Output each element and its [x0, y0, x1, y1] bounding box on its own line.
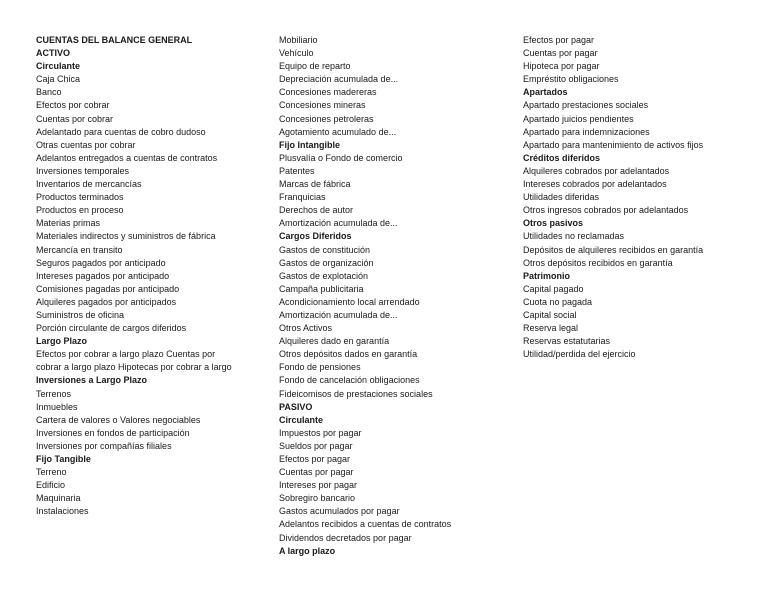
account-item: Concesiones madereras	[279, 87, 377, 98]
account-item: Suministros de oficina	[36, 309, 125, 320]
account-item: Capital social	[523, 309, 577, 320]
account-item: Seguros pagados por anticipado	[36, 257, 166, 268]
account-item: Intereses pagados por anticipado	[36, 270, 170, 281]
section-heading: PASIVO	[279, 401, 313, 412]
section-heading: Largo Plazo	[36, 336, 88, 347]
account-item: Apartado para mantenimiento de activos fijos	[523, 139, 704, 150]
account-item: Fideicomisos de prestaciones sociales	[279, 388, 433, 399]
account-item: Otras cuentas por cobrar	[36, 139, 136, 150]
account-item: Plusvalía o Fondo de comercio	[279, 152, 403, 163]
account-item: Efectos por cobrar	[36, 100, 110, 111]
account-item: Cartera de valores o Valores negociables	[36, 414, 201, 425]
account-item: Depreciación acumulada de...	[279, 74, 399, 85]
account-item: Otros depósitos recibidos en garantía	[523, 257, 673, 268]
section-heading: A largo plazo	[279, 545, 336, 556]
account-item: Instalaciones	[36, 506, 89, 517]
account-item: Terrenos	[36, 388, 72, 399]
account-item: Efectos por pagar	[523, 35, 595, 45]
account-item: Amortización acumulada de...	[279, 218, 398, 229]
account-item: Otros depósitos dados en garantía	[279, 349, 418, 360]
section-heading: Inversiones a Largo Plazo	[36, 375, 148, 386]
account-item: Adelantos recibidos a cuentas de contratos	[279, 519, 452, 530]
account-item: Gastos de organización	[279, 257, 374, 268]
account-item: Comisiones pagadas por anticipado	[36, 283, 180, 294]
account-item: Empréstito obligaciones	[523, 74, 619, 85]
account-item: Alquileres cobrados por adelantados	[523, 165, 670, 176]
account-item: Marcas de fábrica	[279, 179, 351, 190]
account-item: Porción circulante de cargos diferidos	[36, 323, 187, 334]
section-heading: Circulante	[36, 61, 81, 72]
account-item: Utilidades diferidas	[523, 192, 600, 203]
account-item: Cuentas por cobrar	[36, 113, 114, 124]
account-item: Intereses por pagar	[279, 480, 358, 491]
account-item: Intereses cobrados por adelantados	[523, 179, 667, 190]
account-item: Inmuebles	[36, 401, 78, 412]
account-item: Equipo de reparto	[279, 61, 351, 72]
section-heading: ACTIVO	[36, 48, 71, 59]
account-item: Reserva legal	[523, 323, 579, 334]
account-item: Cuota no pagada	[523, 296, 593, 307]
section-heading: Cargos Diferidos	[279, 231, 352, 242]
account-item: Mercancía en transito	[36, 244, 123, 255]
account-item: Otros ingresos cobrados por adelantados	[523, 205, 689, 216]
account-item: Inventarios de mercancías	[36, 179, 142, 190]
account-item: Caja Chica	[36, 74, 81, 85]
account-item: Agotamiento acumulado de...	[279, 126, 397, 137]
account-item: Utilidad/perdida del ejercicio	[523, 349, 636, 360]
account-item: Franquicias	[279, 192, 326, 203]
account-item: Apartado para indemnizaciones	[523, 126, 650, 137]
account-item: Sueldos por pagar	[279, 440, 353, 451]
account-item: Gastos acumulados por pagar	[279, 506, 400, 517]
column-middle	[279, 34, 489, 558]
account-item: Maquinaria	[36, 493, 81, 504]
column-left	[36, 34, 238, 518]
account-item: Hipoteca por pagar	[523, 61, 600, 72]
account-item: Mobiliario	[279, 35, 318, 45]
account-item: Depósitos de alquileres recibidos en garantía	[523, 244, 704, 255]
account-item: Gastos de constitución	[279, 244, 371, 255]
section-heading: Apartados	[523, 87, 568, 98]
account-item: Efectos por cobrar a largo plazo Cuentas por cobrar a largo plazo Hipotecas por cobrar a largo	[36, 349, 232, 373]
account-item: Terreno	[36, 467, 67, 478]
account-item: Apartado juicios pendientes	[523, 113, 634, 124]
section-heading: Otros pasivos	[523, 218, 584, 229]
account-item: Inversiones en fondos de participación	[36, 427, 190, 438]
account-item: Alquileres pagados por anticipados	[36, 296, 177, 307]
account-item: Capital pagado	[523, 283, 584, 294]
account-item: Adelantos entregados a cuentas de contratos	[36, 152, 218, 163]
section-heading: Patrimonio	[523, 270, 571, 281]
column-right	[523, 34, 755, 361]
account-item: Efectos por pagar	[279, 454, 351, 464]
account-item: Materiales indirectos y suministros de fábrica	[36, 231, 216, 242]
account-item: Otros Activos	[279, 323, 333, 334]
account-item: Reservas estatutarias	[523, 336, 611, 347]
account-item: Inversiones temporales	[36, 165, 130, 176]
account-item: Utilidades no reclamadas	[523, 231, 625, 242]
account-item: Apartado prestaciones sociales	[523, 100, 649, 111]
account-item: Patentes	[279, 165, 315, 176]
section-heading: Fijo Intangible	[279, 139, 340, 150]
account-item: Productos terminados	[36, 192, 124, 203]
section-heading: Créditos diferidos	[523, 152, 601, 163]
account-item: Impuestos por pagar	[279, 427, 362, 438]
account-item: Adelantado para cuentas de cobro dudoso	[36, 126, 206, 137]
account-item: Concesiones petroleras	[279, 113, 374, 124]
account-item: Inversiones por compañías filiales	[36, 440, 172, 451]
account-item: Productos en proceso	[36, 205, 124, 216]
account-item: Banco	[36, 87, 62, 98]
account-item: Campaña publicitaria	[279, 283, 364, 294]
section-heading: Fijo Tangible	[36, 454, 91, 464]
account-item: Gastos de explotación	[279, 270, 369, 281]
account-item: Concesiones mineras	[279, 100, 366, 111]
account-item: Fondo de pensiones	[279, 362, 361, 373]
account-item: Fondo de cancelación obligaciones	[279, 375, 420, 386]
account-item: Alquileres dado en garantía	[279, 336, 390, 347]
account-item: Cuentas por pagar	[523, 48, 598, 59]
account-item: Vehículo	[279, 48, 314, 59]
account-item: Materias primas	[36, 218, 101, 229]
account-item: Edificio	[36, 480, 66, 491]
section-heading: Circulante	[279, 414, 324, 425]
account-item: Sobregiro bancario	[279, 493, 356, 504]
account-item: Derechos de autor	[279, 205, 354, 216]
account-item: Amortización acumulada de...	[279, 309, 398, 320]
account-item: Acondicionamiento local arrendado	[279, 296, 420, 307]
account-item: Dividendos decretados por pagar	[279, 532, 412, 543]
account-item: Cuentas por pagar	[279, 467, 354, 478]
section-heading: CUENTAS DEL BALANCE GENERAL	[36, 35, 193, 45]
